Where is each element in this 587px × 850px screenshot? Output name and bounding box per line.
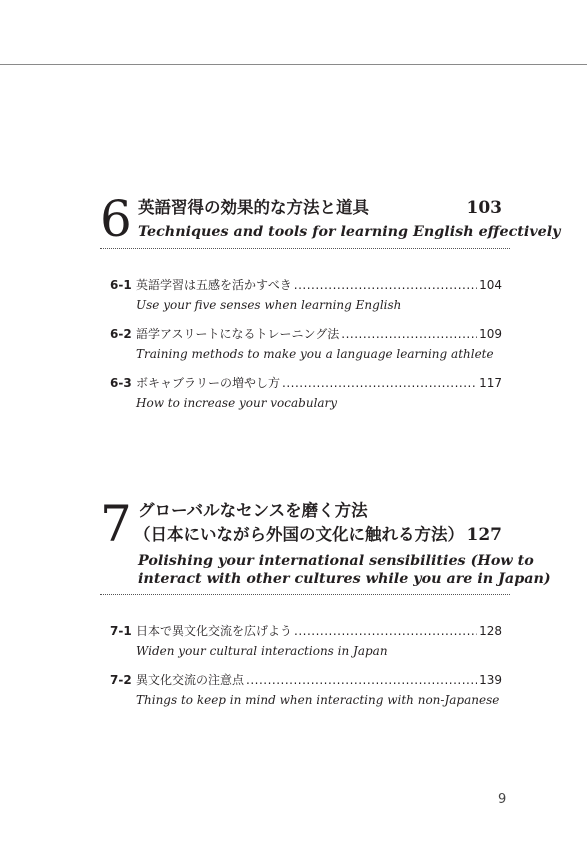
- chapter-title-jp-line2: （日本にいながら外国の文化に触れる方法）: [134, 525, 464, 544]
- section-page: 139: [479, 673, 502, 687]
- chapter-title-en-line2: interact with other cultures while you are in Japan): [138, 571, 551, 587]
- header-rule: [0, 64, 587, 65]
- dot-leader: [294, 623, 477, 639]
- chapter-divider: [100, 248, 510, 249]
- chapter-number: 7: [100, 495, 132, 553]
- dot-leader: [294, 277, 477, 293]
- section-number: 7-1: [110, 624, 132, 638]
- section-page: 128: [479, 624, 502, 638]
- toc-entry-6-1[interactable]: [110, 277, 502, 313]
- section-title-en: How to increase your vocabulary: [136, 396, 338, 410]
- chapter-number: 6: [100, 190, 132, 248]
- dot-leader: [282, 375, 477, 391]
- section-title-en: Widen your cultural interactions in Japan: [136, 644, 388, 658]
- section-title-en: Training methods to make you a language learning athlete: [136, 347, 494, 361]
- section-title: 日本で異文化交流を広げよう: [136, 624, 293, 638]
- chapter-6-heading: [100, 190, 561, 252]
- chapter-title-jp: 英語習得の効果的な方法と道具: [138, 198, 369, 217]
- chapter-page: 103: [466, 198, 502, 218]
- chapter-page: 127: [466, 525, 502, 545]
- toc-entry-7-2[interactable]: [110, 672, 502, 708]
- section-page: 104: [479, 278, 502, 292]
- section-title: 英語学習は五感を活かすべき: [136, 278, 292, 292]
- section-title: ボキャブラリーの増やし方: [136, 376, 281, 390]
- section-title-en: Use your five senses when learning English: [136, 298, 402, 312]
- section-number: 6-3: [110, 376, 132, 390]
- page-number: 9: [498, 792, 507, 807]
- section-title: 異文化交流の注意点: [136, 673, 245, 687]
- toc-entry-6-3[interactable]: [110, 375, 502, 411]
- toc-entry-6-2[interactable]: [110, 326, 502, 362]
- section-title-en: Things to keep in mind when interacting with non-Japanese: [136, 693, 500, 707]
- section-title: 語学アスリートになるトレーニング法: [136, 327, 340, 341]
- section-number: 7-2: [110, 673, 132, 687]
- chapter-title-jp-line1: グローバルなセンスを磨く方法: [138, 501, 368, 520]
- chapter-7-heading: [100, 495, 551, 597]
- section-page: 117: [479, 376, 502, 390]
- toc-entry-7-1[interactable]: [110, 623, 502, 659]
- dot-leader: [341, 326, 477, 342]
- dot-leader: [246, 672, 477, 688]
- chapter-divider: [100, 594, 510, 595]
- chapter-title-en: Techniques and tools for learning English effectively: [138, 224, 561, 240]
- section-page: 109: [479, 327, 502, 341]
- chapter-title-en-line1: Polishing your international sensibilities (How to: [138, 553, 534, 569]
- section-number: 6-1: [110, 278, 132, 292]
- section-number: 6-2: [110, 327, 132, 341]
